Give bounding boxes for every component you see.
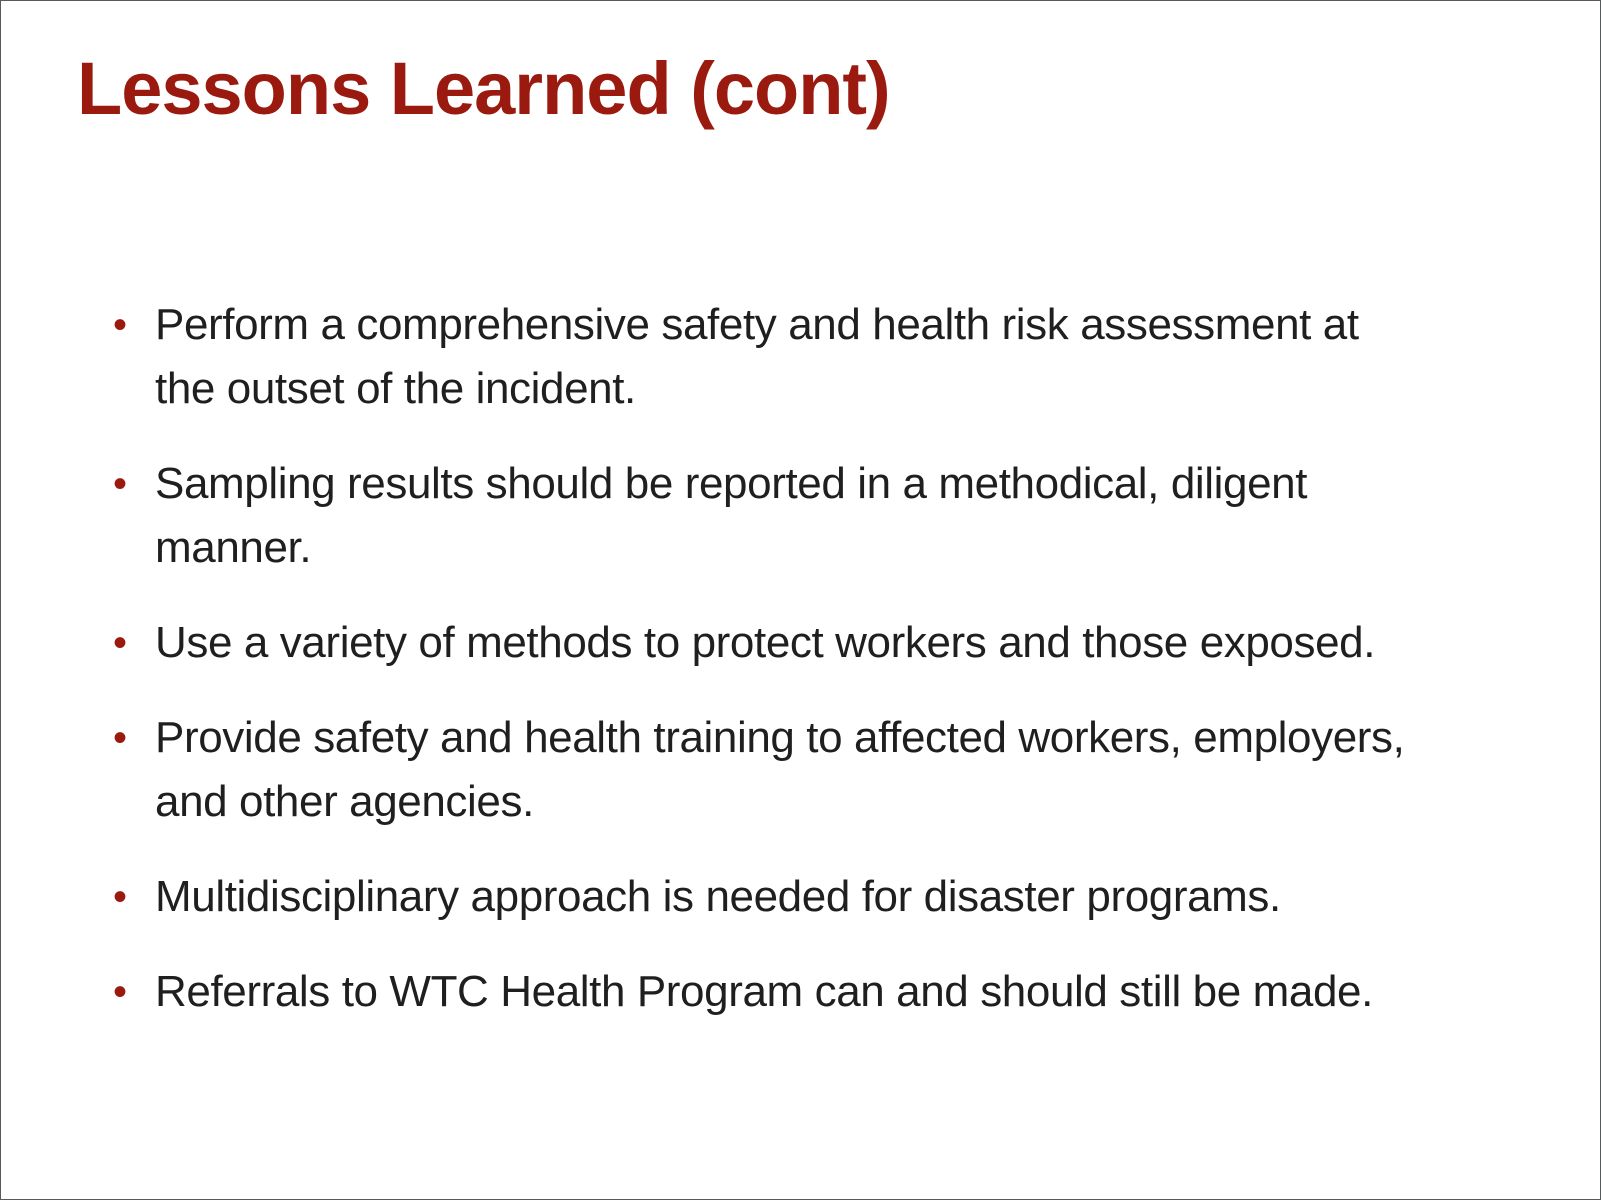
bullet-item-protection-methods — [113, 611, 1413, 675]
bullet-list — [113, 293, 1413, 1055]
bullet-icon: • — [113, 875, 127, 919]
bullet-text: Provide safety and health training to affected workers, employers, and other agencies. — [155, 713, 1405, 826]
bullet-icon: • — [113, 716, 127, 760]
bullet-item-sampling-results — [113, 452, 1413, 580]
bullet-icon: • — [113, 462, 127, 506]
slide-title: Lessons Learned (cont) — [77, 47, 890, 130]
bullet-text: Referrals to WTC Health Program can and should still be made. — [155, 967, 1373, 1016]
bullet-text: Sampling results should be reported in a methodical, diligent manner. — [155, 459, 1308, 572]
bullet-item-training — [113, 706, 1413, 834]
bullet-text: Perform a comprehensive safety and health risk assessment at the outset of the incident. — [155, 300, 1359, 413]
bullet-item-multidisciplinary — [113, 865, 1413, 929]
bullet-icon: • — [113, 303, 127, 347]
bullet-text: Multidisciplinary approach is needed for disaster programs. — [155, 872, 1281, 921]
bullet-icon: • — [113, 970, 127, 1014]
bullet-item-wtc-referrals — [113, 960, 1413, 1024]
bullet-item-risk-assessment — [113, 293, 1413, 421]
bullet-text: Use a variety of methods to protect workers and those exposed. — [155, 618, 1376, 667]
bullet-icon: • — [113, 621, 127, 665]
